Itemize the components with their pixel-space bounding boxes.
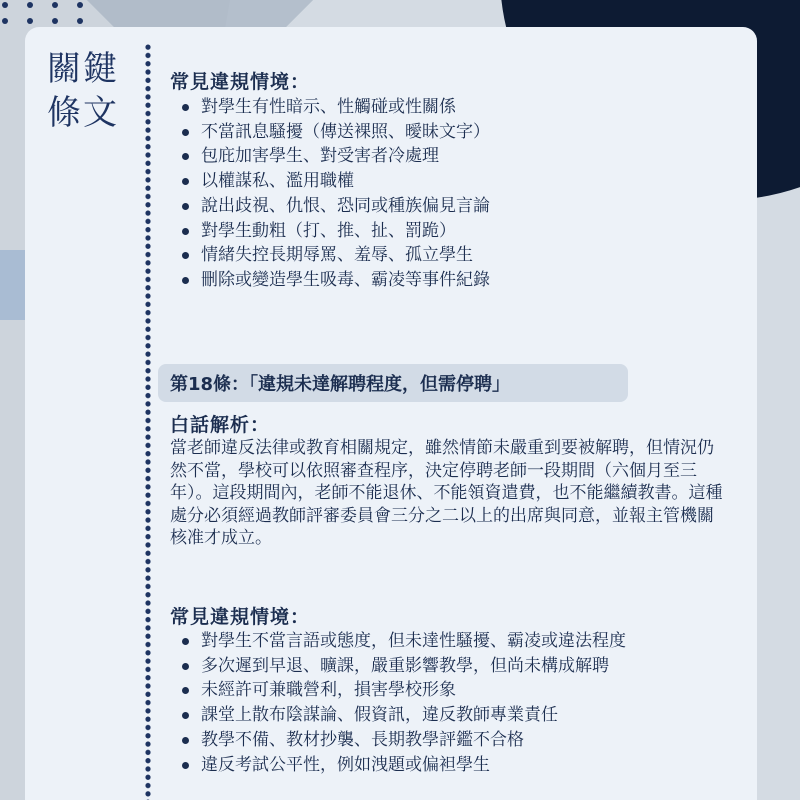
section2-heading: 常見違規情境： <box>170 606 311 628</box>
explanation-heading: 白話解析： <box>170 414 271 436</box>
dotted-divider <box>145 43 151 800</box>
list-item: 對學生動粗（打、推、扯、罰跪） <box>180 219 490 244</box>
list-item: 情緒失控長期辱罵、羞辱、孤立學生 <box>180 243 490 268</box>
side-title-line: 關鍵 <box>47 49 119 89</box>
article-title-pill: 第18條：「違規未達解聘程度，但需停聘」 <box>158 364 628 402</box>
explanation-paragraph: 當老師違反法律或教育相關規定，雖然情節未嚴重到要被解聘，但情況仍然不當，學校可以依照審查程序，決定停聘老師一段期間（六個月至三年）。這段期間內，老師不能退休、不能領資遣費，也不能繼續教書。這種處分必須經過教師評審委員會三分之二以上的出席與同意，並報主管機關核准才成立。 <box>170 438 723 548</box>
list-item: 課堂上散布陰謀論、假資訊，違反教師專業責任 <box>180 703 626 728</box>
list-item: 多次遲到早退、曠課，嚴重影響教學，但尚未構成解聘 <box>180 654 626 679</box>
list-item: 教學不備、教材抄襲、長期教學評鑑不合格 <box>180 728 626 753</box>
section2-list <box>180 629 626 777</box>
side-title <box>47 47 119 135</box>
list-item: 對學生不當言語或態度，但未達性騷擾、霸凌或違法程度 <box>180 629 626 654</box>
list-item: 違反考試公平性，例如洩題或偏袒學生 <box>180 753 626 778</box>
list-item: 說出歧視、仇恨、恐同或種族偏見言論 <box>180 194 490 219</box>
decorative-dot-grid <box>2 2 89 24</box>
list-item: 以權謀私、濫用職權 <box>180 169 490 194</box>
list-item: 對學生有性暗示、性觸碰或性關係 <box>180 95 490 120</box>
side-title-line: 條文 <box>47 93 119 133</box>
list-item: 不當訊息騷擾（傳送裸照、曖昧文字） <box>180 120 490 145</box>
content-card <box>25 27 757 800</box>
section1-list <box>180 95 490 293</box>
background-blue-block <box>0 250 25 320</box>
list-item: 未經許可兼職營利，損害學校形象 <box>180 678 626 703</box>
list-item: 刪除或變造學生吸毒、霸凌等事件紀錄 <box>180 268 490 293</box>
section1-heading: 常見違規情境： <box>170 71 311 93</box>
list-item: 包庇加害學生、對受害者冷處理 <box>180 144 490 169</box>
